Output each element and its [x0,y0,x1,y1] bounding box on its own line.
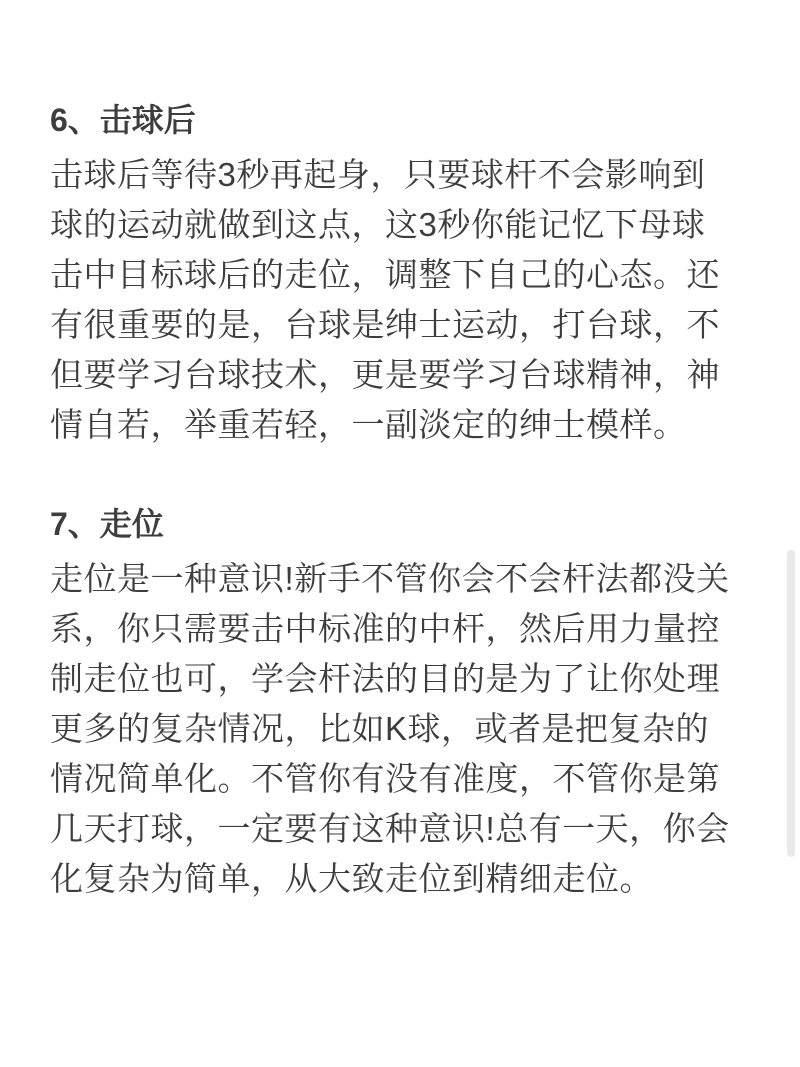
scrollbar-thumb[interactable] [787,550,795,857]
text-line: 但要学习台球技术，更是要学习台球精神，神 [50,356,720,393]
text-line: 制走位也可，学会杆法的目的是为了让你处理 [50,660,720,697]
text-line: 几天打球，一定要有这种意识!总有一天，你会 [50,810,730,847]
text-line: 球的运动就做到这点，这3秒你能记忆下母球 [50,206,706,243]
text-line: 更多的复杂情况，比如K球，或者是把复杂的 [50,710,710,747]
section-7-positioning [50,502,740,904]
text-line: 走位是一种意识!新手不管你会不会杆法都没关 [50,560,730,597]
text-line: 有很重要的是，台球是绅士运动，打台球，不 [50,306,720,343]
text-line: 击球后等待3秒再起身，只要球杆不会影响到 [50,156,706,193]
text-line: 情况简单化。不管你有没有准度，不管你是第 [50,760,720,797]
section-heading: 7、走位 [50,506,164,542]
text-line: 系，你只需要击中标准的中杆，然后用力量控 [50,610,720,647]
text-line: 击中目标球后的走位，调整下自己的心态。还 [50,256,720,293]
text-line: 情自若，举重若轻，一副淡定的绅士模样。 [50,406,687,443]
text-line: 化复杂为简单，从大致走位到精细走位。 [50,860,653,897]
section-heading: 6、击球后 [50,102,196,138]
section-6-after-shot [50,98,740,450]
article-content [50,98,740,956]
